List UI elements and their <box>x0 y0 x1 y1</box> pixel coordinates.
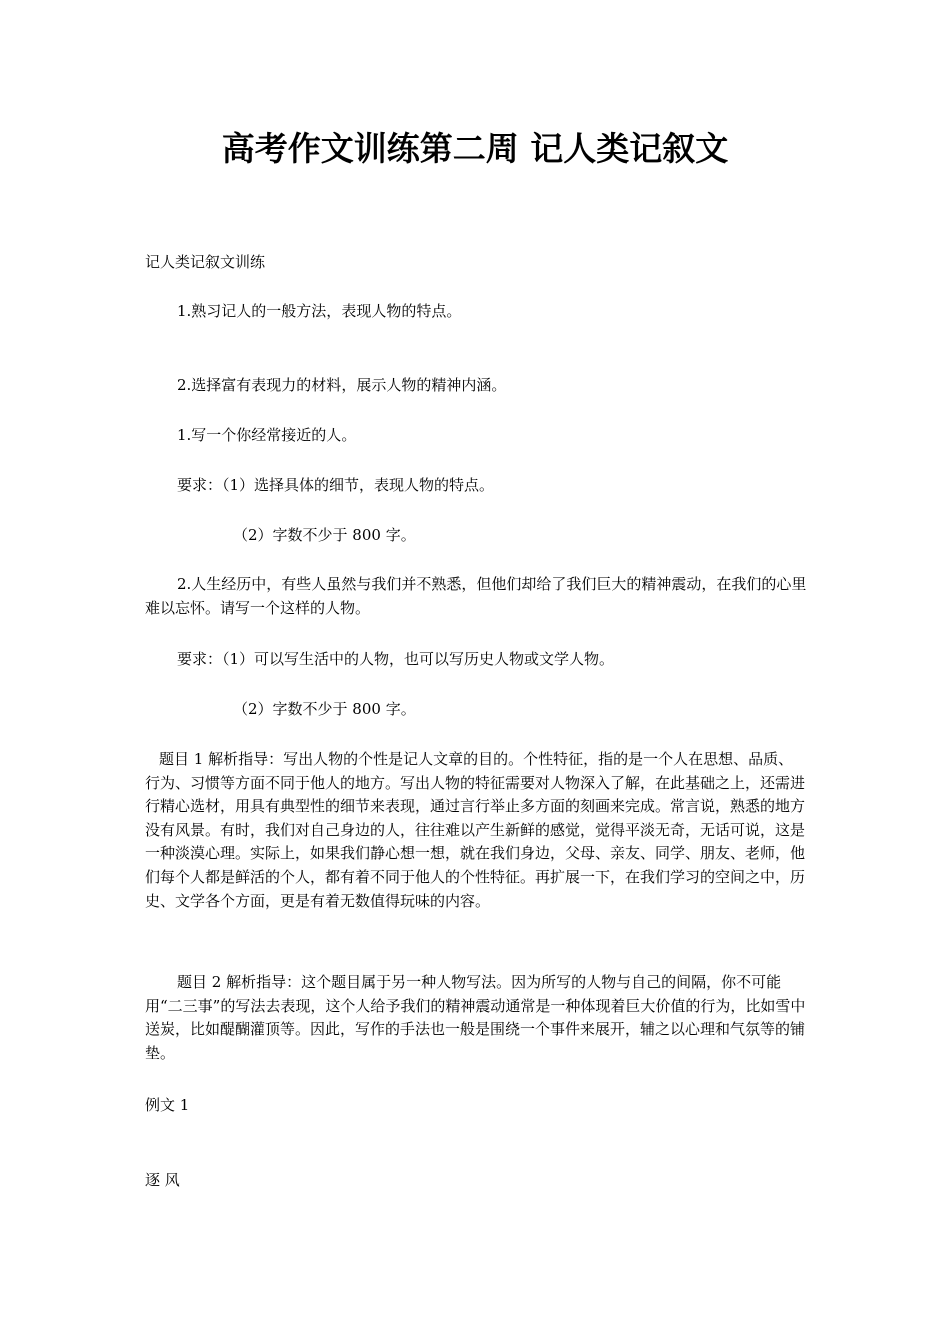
task1-prompt: 1.写一个你经常接近的人。 <box>177 426 357 444</box>
analysis-paragraph-2: 题目 2 解析指导：这个题目属于另一种人物写法。因为所写的人物与自己的间隔，你不可能用“二三事”的写法去表现，这个人给予我们的精神震动通常是一种体现着巨大价值的行为，比如雪中送炭，比如醍醐灌顶等。因此，写作的手法也一般是围绕一个事件来展开，辅之以心理和气氛等的铺垫。 <box>145 973 806 1062</box>
document-title: 高考作文训练第二周 记人类记叙文 <box>221 129 729 168</box>
analysis-paragraph-1: 题目 1 解析指导：写出人物的个性是记人文章的目的。个性特征，指的是一个人在思想、品质、行为、习惯等方面不同于他人的地方。写出人物的特征需要对人物深入了解，在此基础之上，还需进行精心选材，用具有典型性的细节来表现，通过言行举止多方面的刻画来完成。常言说，熟悉的地方没有风景。有时，我们对自己身边的人，往往难以产生新鲜的感觉，觉得平淡无奇，无话可说，这是一种淡漠心理。实际上，如果我们静心想一想，就在我们身边，父母、亲友、同学、朋友、老师，他们每个人都是鲜活的个人，都有着不同于他人的个性特征。再扩展一下，在我们学习的空间之中，历史、文学各个方面，更是有着无数值得玩味的内容。 <box>145 750 806 910</box>
task2-requirement-2: （2）字数不少于 800 字。 <box>233 700 416 718</box>
goal-item: 2.选择富有表现力的材料，展示人物的精神内涵。 <box>177 376 507 394</box>
task1-requirement-1: 要求：（1）选择具体的细节，表现人物的特点。 <box>177 476 495 494</box>
goal-item: 1.熟习记人的一般方法，表现人物的特点。 <box>177 302 462 320</box>
example-label: 例文 1 <box>145 1096 190 1114</box>
task2-prompt: 2.人生经历中，有些人虽然与我们并不熟悉，但他们却给了我们巨大的精神震动，在我们的心里难以忘怀。请写一个这样的人物。 <box>145 575 807 617</box>
task2-requirement-1: 要求：（1）可以写生活中的人物，也可以写历史人物或文学人物。 <box>177 650 615 668</box>
example-title: 逐 风 <box>145 1171 180 1189</box>
task1-requirement-2: （2）字数不少于 800 字。 <box>233 526 416 544</box>
section-heading: 记人类记叙文训练 <box>145 253 266 271</box>
